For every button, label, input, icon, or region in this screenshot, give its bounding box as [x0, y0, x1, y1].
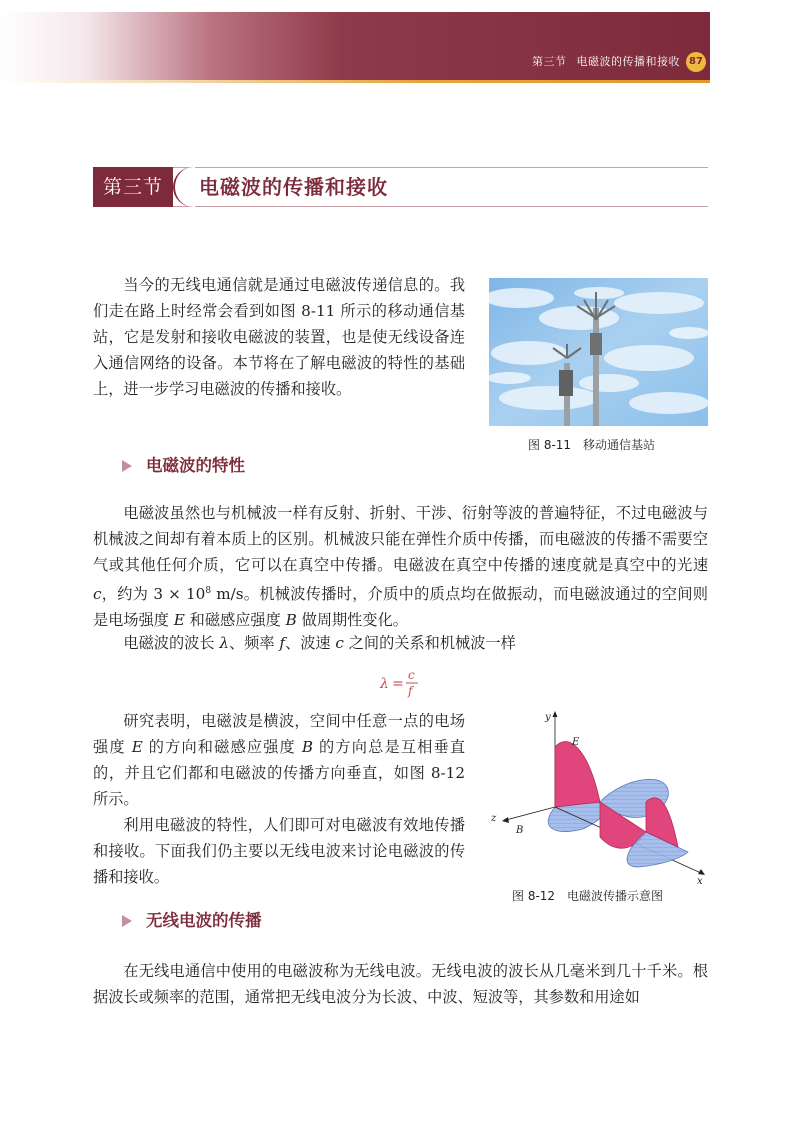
intro-paragraph: 当今的无线电通信就是通过电磁波传递信息的。我们走在路上时经常会看到如图 8-11 所示的移动通信基站，它是发射和接收电磁波的装置，也是使无线设备连入通信网络的设备。本节将在了解电磁波的特性的基础上，进一步学习电磁波的传播和接收。 [93, 276, 465, 398]
text-run: 之间的关系和机械波一样 [343, 634, 516, 652]
figure-8-12-caption: 图 8-12 电磁波传播示意图 [512, 889, 664, 903]
formula-denominator: f [408, 684, 413, 698]
symbol-c: c [93, 585, 102, 604]
label-B: B [516, 825, 524, 836]
running-head [532, 53, 680, 69]
label-E: E [572, 737, 580, 748]
text-run: 的方向和磁感应强度 [142, 738, 302, 756]
text-run: 、波速 [285, 634, 336, 652]
figure-8-12-diagram [488, 707, 710, 885]
symbol-c: c [335, 634, 344, 652]
symbol-E: E [173, 611, 185, 630]
triangle-bullet-icon [122, 460, 132, 472]
symbol-B: B [301, 738, 314, 756]
text-run: 电磁波的波长 [123, 634, 220, 652]
relation-paragraph [93, 630, 708, 656]
subheading-label: 电磁波的特性 [146, 456, 245, 475]
text-run: 、频率 [228, 634, 280, 652]
header-accent-line [0, 80, 710, 83]
axis-x-label: x [697, 876, 703, 885]
section-number-box: 第三节 [93, 167, 173, 207]
section-title-text: 电磁波的传播和接收 [199, 175, 388, 199]
triangle-bullet-icon [122, 915, 132, 927]
formula-equals: = [392, 676, 404, 692]
axis-y-label: y [545, 712, 551, 723]
symbol-E: E [131, 738, 143, 756]
axis-z-label: z [491, 813, 497, 824]
exponent: 8 [205, 586, 212, 596]
formula-numerator: c [408, 668, 415, 682]
figure-8-11-caption: 图 8-11 移动通信基站 [528, 438, 656, 452]
text-run: 做周期性变化。 [296, 611, 408, 630]
figure-8-11-photo [489, 278, 708, 426]
y-axis-arrow-icon [553, 711, 558, 717]
radio-waves-paragraph: 在无线电通信中使用的电磁波称为无线电波。无线电波的波长从几毫米到几十千米。根据波长或频率的范围，通常把无线电波分为长波、中波、短波等，其参数和用途如 [93, 962, 708, 1006]
running-head-section: 第三节 [532, 55, 567, 68]
usage-paragraph: 利用电磁波的特性，人们即可对电磁波有效地传播和接收。下面我们仍主要以无线电波来讨论电磁波的传播和接收。 [93, 816, 465, 886]
text-run: m/s。机械波传播时，介质中的质点均在做振动，而电磁波通过的空间则是电场强度 [93, 585, 708, 630]
transverse-paragraph [93, 708, 465, 812]
symbol-B: B [285, 611, 297, 630]
subheading-label: 无线电波的传播 [146, 911, 262, 930]
symbol-f: f [279, 634, 285, 652]
z-axis-arrow-icon [502, 817, 509, 823]
section-title [93, 167, 708, 207]
formula-lhs: λ [380, 676, 389, 692]
text-run: 电磁波虽然也与机械波一样有反射、折射、干涉、衍射等波的普遍特征，不过电磁波与机械波之间却有着本质上的区别。机械波只能在弹性介质中传播，而电磁波的传播不需要空气或其他任何介质，它可以在真空中传播。电磁波在真空中传播的速度就是真空中的光速 [93, 504, 708, 574]
electric-lobe-1 [555, 742, 600, 807]
header-band [0, 12, 710, 82]
text-run: ，约为 3 × 10 [101, 585, 206, 604]
running-head-title: 电磁波的传播和接收 [576, 55, 680, 68]
z-axis [506, 807, 555, 820]
wavelength-formula [378, 668, 428, 698]
page-number: 87 [686, 52, 706, 72]
symbol-lambda: λ [219, 634, 229, 652]
text-run: 的方向总是互相垂直的，并且它们都和电磁波的传播方向垂直，如图 8-12 所示。 [93, 738, 466, 808]
properties-paragraph [93, 500, 708, 633]
text-run: 和磁感应强度 [184, 611, 286, 630]
text-run: 研究表明，电磁波是横波，空间中任意一点的电场强度 [93, 712, 465, 756]
